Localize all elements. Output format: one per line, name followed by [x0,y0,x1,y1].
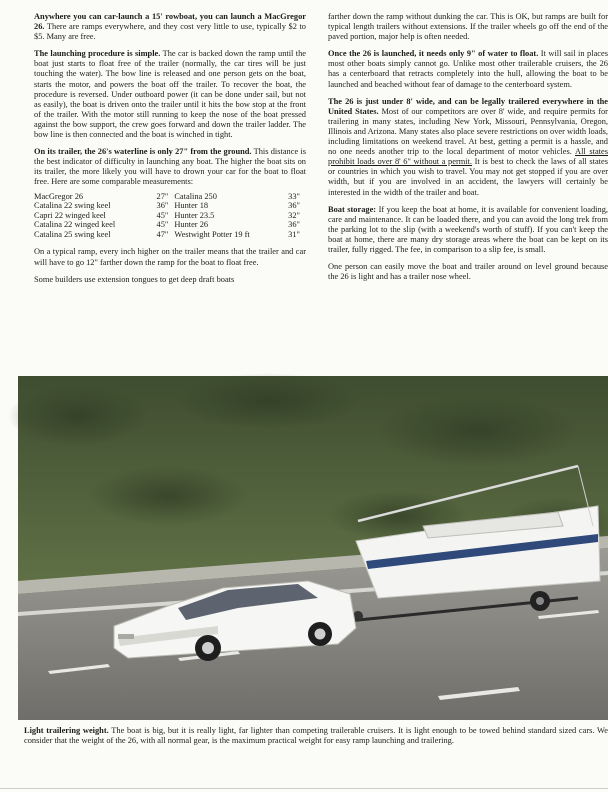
underlined-permit-rule: All states prohibit loads over 8' 6" without a permit. [328,147,608,167]
boat-height: 32" [288,210,300,220]
boat-name: Hunter 23.5 [174,210,215,220]
lead-shallow-water: Once the 26 is launched, it needs only 9" of water to float. [328,49,539,59]
lead-legal-width: The 26 is just under 8' wide, and can be legally trailered everywhere in the United States. [328,96,608,116]
right-column [328,12,608,289]
paragraph-shallow-water [328,49,608,89]
paragraph-legal-width [328,97,608,198]
paragraph-extension-tongues: Some builders use extension tongues to get deep draft boats [34,274,235,284]
caption-lead: Light trailering weight. [24,726,109,735]
lead-boat-storage: Boat storage: [328,204,377,214]
paragraph-launching-procedure [34,49,306,140]
boat-height: 36" [288,220,300,230]
paragraph-typical-ramp: On a typical ramp, every inch higher on the trailer means that the trailer and car will have to go 12" farther down the ramp for the boat to float free. [34,247,306,267]
boat-height: 45" [156,210,169,220]
boat-height: 45" [156,220,169,230]
boat-height: 27" [156,191,169,201]
trailering-photo [18,376,608,720]
text-shallow-water: It will sail in places most other boats simply cannot go. Unlike most other trailerable cruisers, the 26 has a centerboard that retracts completely into the hull, allowing the boat to be launched and beached without fear of damage to the centerboard system. [328,49,608,89]
boat-height: 31" [288,229,300,239]
text-legal-width: Most of our competitors are over 8' wide, and require permits for trailering in many states, including New York, Missouri, Pennsylvania, Oregon, Illinois and Arizona. Many states also place severe restrictions on over width loads, including limitations on weekend travel. At best, getting a permit is a hassle, and no one needs another trip to the local department of motor vehicles. [328,106,608,157]
article-text [34,12,608,357]
boat-height: 33" [288,191,300,201]
bottom-rule [0,788,608,789]
table-row [34,220,306,230]
measurements-table [34,192,306,240]
photo-caption [24,726,608,746]
boat-name: Catalina 22 winged keel [34,220,116,230]
table-row [34,192,306,202]
paragraph-one-person: One person can easily move the boat and trailer around on level ground because the 26 is light and has a trailer nose wheel. [328,262,608,282]
boat-height: 36" [288,201,300,211]
boat-height: 47" [156,229,169,239]
boat-name: Catalina 250 [174,191,217,201]
boat-name: Catalina 25 swing keel [34,229,111,239]
car-towing-boat-illustration [18,376,608,720]
text-launching-procedure: The car is backed down the ramp until the boat just starts to float free of the trailer (normally, the car tires will be just touching the water). The bow line is released and one person gets on the boat, starts the motor, and powers the boat off the trailer. To recover the boat, the procedure is reversed. Under outboard power (it can be done under sail, but not as easily), the boat is driven onto the trailer until it hits the bow stop at the front of the trailer. With the motor still running to keep the nose of the boat pressed against the bow support, the crew goes forward and down the trailer ladder. The bow line is then connected and the boat is winched in tight. [34,49,306,140]
boat-name: Hunter 18 [174,201,209,211]
text-boat-storage: If you keep the boat at home, it is available for convenient loading, care and maintenance. It can be loaded there, and you can avoid the long trek from the parking lot to the slip (with a weekend's worth of stuff). If you can't keep the boat at home, there are many dry storage areas where the boat can be kept on its trailer, fully rigged. The fee, in comparison to a slip fee, is small. [328,204,608,254]
boat-name: Westwight Potter 19 ft [174,229,250,239]
table-row [34,230,306,240]
boat-height: 36" [156,201,169,211]
lead-waterline: On its trailer, the 26's waterline is only 27" from the ground. [34,147,252,157]
text-car-launch: There are ramps everywhere, and they cost very little to use, typically $2 to $5. Many are free. [34,22,306,42]
text-legal-width-end: It is best to check the laws of all states or countries in which you wish to travel. You may not get stopped if you are over width, but if you are involved in an accident, the lawyers will certainly be interested in the width of the trailer and boat. [328,157,608,197]
table-row [34,211,306,221]
table-row [34,201,306,211]
left-column [34,12,306,292]
lead-car-launch: Anywhere you can car-launch a 15' rowboat, you can launch a MacGregor 26. [34,12,306,32]
boat-name: Hunter 26 [174,220,209,230]
caption-body: The boat is big, but it is really light, far lighter than competing trailerable cruisers. It is light enough to be towed behind standard sized cars. We consider that the weight of the 26, with all normal gear, is the maximum practical weight for easy ramp launching and trailering. [24,726,608,746]
boat-name: MacGregor 26 [34,191,84,201]
boat-name: Catalina 22 swing keel [34,201,111,211]
paragraph-car-launch [34,12,306,42]
lead-launching-procedure: The launching procedure is simple. [34,49,161,59]
caption-text [24,726,608,746]
boat-name: Capri 22 winged keel [34,210,106,220]
paragraph-ramp-continued: farther down the ramp without dunking the car. This is OK, but ramps are built for typical length trailers without extensions. If the trailer wheels go off the end of the paved portion, major help is often needed. [328,12,608,42]
paragraph-waterline [34,147,306,187]
paragraph-boat-storage [328,205,608,255]
text-waterline: This distance is the best indicator of difficulty in launching any boat. The higher the boat sits on its trailer, the more likely you will have to drown your car for the boat to float free. Here are some comparable measurements: [34,147,307,187]
